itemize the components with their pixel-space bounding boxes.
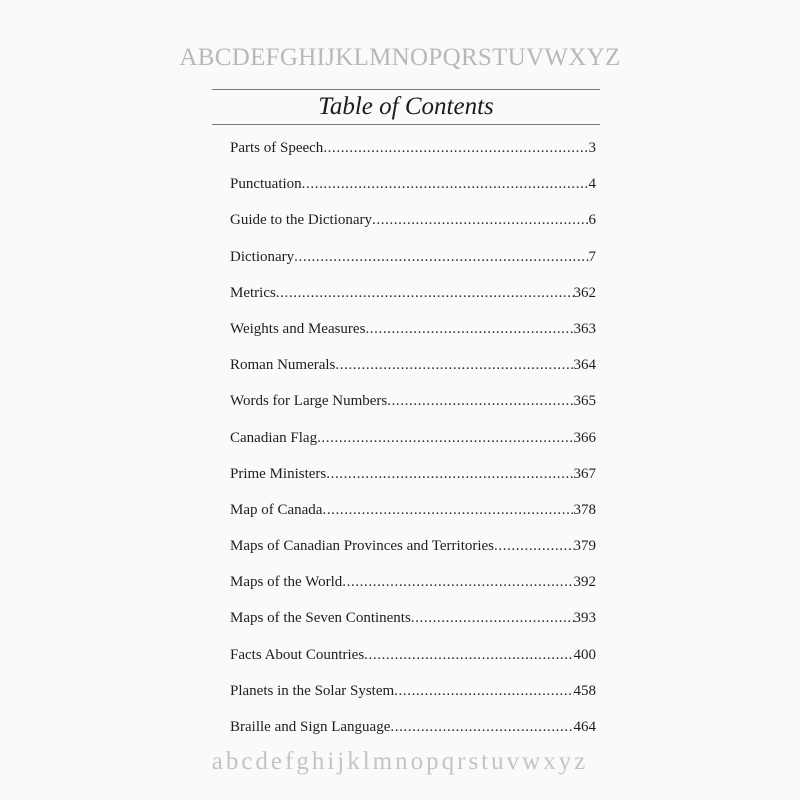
toc-entry	[230, 285, 596, 321]
toc-entry	[230, 502, 596, 538]
toc-entry	[230, 466, 596, 502]
toc-entry-page-number: 392	[573, 574, 596, 591]
toc-entry-page-number: 379	[573, 538, 596, 555]
dot-leader	[390, 719, 573, 736]
toc-entry	[230, 574, 596, 610]
dot-leader	[294, 249, 588, 266]
toc-entry-label: Dictionary	[230, 248, 295, 265]
dot-leader	[365, 321, 573, 338]
toc-entry-label: Prime Ministers	[230, 465, 327, 482]
dot-leader	[335, 357, 573, 374]
toc-entry-page-number: 366	[573, 429, 596, 446]
toc-entry-page-number: 464	[573, 719, 596, 735]
toc-entry-page-number: 400	[573, 646, 596, 663]
toc-entry	[230, 249, 596, 285]
toc-entry-label: Roman Numerals	[230, 357, 336, 374]
uppercase-alphabet-header: ABCDEFGHIJKLMNOPQRSTUVWXYZ	[179, 44, 621, 71]
toc-entry-label: Maps of the Seven Continents	[230, 610, 411, 627]
toc-entry-page-number: 365	[573, 393, 596, 410]
dot-leader	[394, 683, 573, 700]
title-rule-bottom	[212, 124, 600, 125]
toc-entry	[230, 647, 596, 683]
toc-entry-page-number: 393	[573, 610, 596, 627]
toc-entry-label: Words for Large Numbers	[230, 393, 388, 410]
toc-entry-label: Map of Canada	[230, 501, 323, 518]
toc-title: Table of Contents	[318, 93, 494, 120]
toc-entry-label: Parts of Speech	[230, 140, 324, 156]
toc-entry-label: Canadian Flag	[230, 429, 318, 446]
dot-leader	[276, 285, 574, 302]
dot-leader	[411, 610, 574, 627]
dot-leader	[387, 393, 573, 410]
dot-leader	[342, 574, 573, 591]
toc-entry-page-number: 363	[573, 320, 596, 337]
toc-list	[230, 140, 596, 755]
toc-entry-page-number: 378	[573, 501, 596, 518]
toc-entry-page-number: 7	[588, 248, 596, 265]
dot-leader	[317, 430, 573, 447]
title-rule-top	[212, 89, 600, 90]
toc-entry	[230, 538, 596, 574]
toc-entry	[230, 430, 596, 466]
toc-entry	[230, 212, 596, 248]
toc-entry	[230, 321, 596, 357]
toc-entry-page-number: 367	[573, 465, 596, 482]
toc-entry-page-number: 364	[573, 357, 596, 374]
dot-leader	[323, 140, 588, 157]
dot-leader	[372, 212, 588, 229]
toc-entry-label: Metrics	[230, 284, 276, 301]
toc-entry	[230, 357, 596, 393]
toc-entry-label: Planets in the Solar System	[230, 682, 395, 699]
toc-entry	[230, 176, 596, 212]
toc-entry-page-number: 3	[588, 140, 596, 156]
lowercase-alphabet-footer: abcdefghijklmnopqrstuvwxyz	[211, 748, 589, 775]
toc-entry-label: Facts About Countries	[230, 646, 365, 663]
toc-entry-label: Guide to the Dictionary	[230, 212, 373, 229]
dot-leader	[322, 502, 573, 519]
toc-entry-label: Maps of the World	[230, 574, 343, 591]
toc-entry-label: Weights and Measures	[230, 320, 366, 337]
toc-entry-label: Maps of Canadian Provinces and Territories	[230, 538, 495, 555]
toc-entry-page-number: 6	[588, 212, 596, 229]
toc-entry-page-number: 458	[573, 682, 596, 699]
dot-leader	[302, 176, 589, 193]
dot-leader	[326, 466, 573, 483]
toc-entry-page-number: 4	[588, 176, 596, 193]
toc-entry	[230, 393, 596, 429]
toc-entry	[230, 610, 596, 646]
dot-leader	[494, 538, 573, 555]
toc-entry	[230, 140, 596, 176]
toc-entry-label: Punctuation	[230, 176, 302, 193]
toc-entry	[230, 683, 596, 719]
dot-leader	[364, 647, 573, 664]
toc-entry-label: Braille and Sign Language	[230, 719, 391, 735]
toc-entry-page-number: 362	[573, 284, 596, 301]
